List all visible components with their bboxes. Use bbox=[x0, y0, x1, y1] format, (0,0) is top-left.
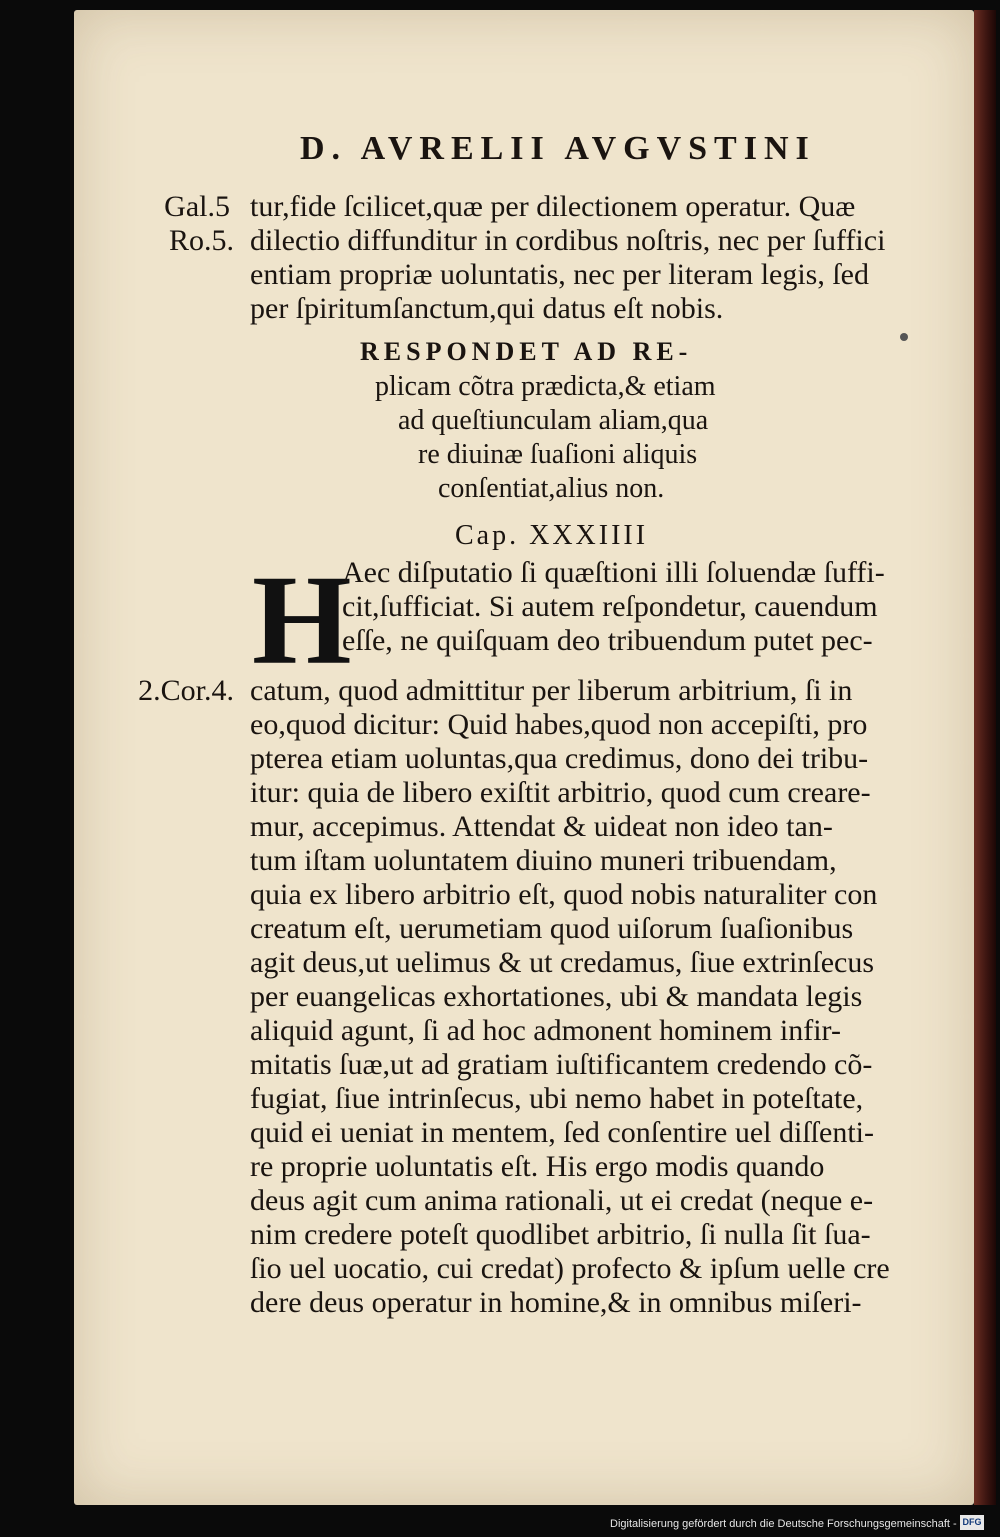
text-line: dilectio diffunditur in cordibus noſtris, nec per ſuffici bbox=[250, 224, 886, 257]
adjacent-page-fragment bbox=[14, 1015, 70, 1055]
body-line: pterea etiam uoluntas,qua credimus, dono dei tribu- bbox=[250, 742, 869, 775]
body-line: aliquid agunt, ſi ad hoc admonent hominem infir- bbox=[250, 1014, 841, 1047]
body-line: agit deus,ut uelimus & ut credamus, ſiue extrinſecus bbox=[250, 946, 875, 979]
body-line: mur, accepimus. Attendat & uideat non ideo tan- bbox=[250, 810, 833, 843]
text-line: tur,fide ſcilicet,quæ per dilectionem operatur. Quæ bbox=[250, 190, 856, 223]
body-line: quia ex libero arbitrio eſt, quod nobis naturaliter con bbox=[250, 878, 878, 911]
body-line: eo,quod dicitur: Quid habes,quod non accepiſti, pro bbox=[250, 708, 868, 741]
digitization-credit: Digitalisierung gefördert durch die Deutsche Forschungsgemeinschaft - bbox=[610, 1518, 957, 1530]
section-subheading: re diuinæ ſuaſioni aliquis bbox=[418, 439, 698, 470]
body-line: nim credere poteſt quodlibet arbitrio, ſi nulla ſit ſua- bbox=[250, 1218, 871, 1251]
section-subheading: ad queſtiunculam aliam,qua bbox=[398, 405, 709, 436]
body-line: itur: quia de libero exiſtit arbitrio, quod cum creare- bbox=[250, 776, 871, 809]
margin-note: 2.Cor.4. bbox=[138, 674, 234, 707]
adjacent-page-fragment bbox=[14, 497, 70, 537]
running-header: D. AVRELII AVGVSTINI bbox=[300, 130, 816, 167]
body-line: dere deus operatur in homine,& in omnibus miſeri- bbox=[250, 1286, 862, 1319]
body-line: re proprie uoluntatis eſt. His ergo modis quando bbox=[250, 1150, 825, 1183]
chapter-number: Cap. XXXIIII bbox=[455, 520, 649, 551]
body-line: cit,ſufficiat. Si autem reſpondetur, cauendum bbox=[342, 590, 878, 623]
body-line: deus agit cum anima rationali, ut ei credat (neque e- bbox=[250, 1184, 874, 1217]
body-line: quid ei ueniat in mentem, ſed conſentire uel diſſenti- bbox=[250, 1116, 874, 1149]
body-line: tum iſtam uoluntatem diuino muneri tribuendam, bbox=[250, 844, 837, 877]
body-line: catum, quod admittitur per liberum arbitrium, ſi in bbox=[250, 674, 853, 707]
book-edge bbox=[974, 10, 996, 1505]
dfg-logo: DFG bbox=[960, 1515, 984, 1530]
section-subheading: conſentiat,alius non. bbox=[438, 473, 665, 504]
margin-note: Ro.5. bbox=[168, 224, 234, 257]
body-line: creatum eſt, uerumetiam quod uiſorum ſuaſionibus bbox=[250, 912, 854, 945]
section-heading: RESPONDET AD RE- bbox=[360, 337, 693, 366]
body-line: ſio uel uocatio, cui credat) profecto & ipſum uelle cre bbox=[250, 1252, 890, 1285]
body-line: fugiat, ſiue intrinſecus, ubi nemo habet in poteſtate, bbox=[250, 1082, 864, 1115]
section-subheading: plicam cõtra prædicta,& etiam bbox=[375, 371, 716, 402]
text-line: per ſpiritumſanctum,qui datus eſt nobis. bbox=[250, 292, 724, 325]
body-line: Aec diſputatio ſi quæſtioni illi ſoluendæ ſuffi- bbox=[342, 556, 885, 589]
text-line: entiam propriæ uoluntatis, nec per literam legis, ſed bbox=[250, 258, 869, 291]
body-line: eſſe, ne quiſquam deo tribuendum putet pec- bbox=[342, 624, 873, 657]
body-line: mitatis ſuæ,ut ad gratiam iuſtificantem credendo cõ- bbox=[250, 1048, 873, 1081]
margin-note: Gal.5 bbox=[164, 190, 230, 223]
decorated-initial: H bbox=[252, 549, 352, 691]
body-line: per euangelicas exhortationes, ubi & mandata legis bbox=[250, 980, 863, 1013]
ink-speck bbox=[900, 333, 908, 341]
